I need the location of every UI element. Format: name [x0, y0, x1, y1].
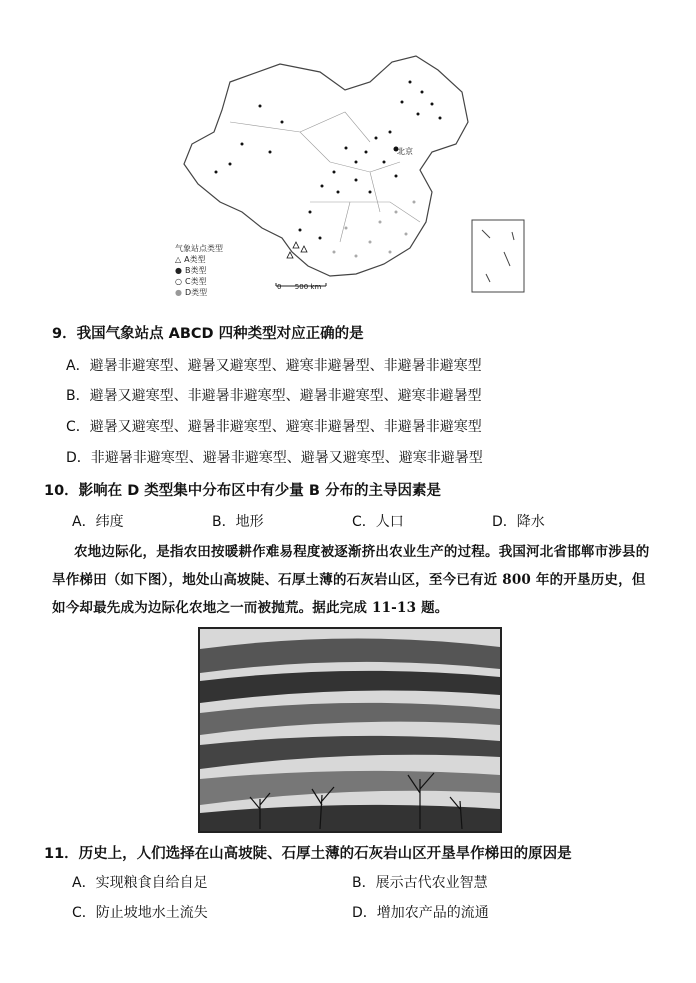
q11-option-d: D．增加农产品的流通: [352, 905, 489, 921]
q11-option-b: B．展示古代农业智慧: [352, 875, 488, 891]
inset-islands: [482, 230, 514, 282]
terrace-drawing: [200, 629, 500, 831]
legend-item-d: ● D类型: [175, 288, 208, 297]
legend-item-b: ● B类型: [175, 266, 207, 275]
gray-dot-icon: ●: [175, 288, 182, 297]
china-weather-station-map: [170, 52, 532, 300]
china-outline: [184, 56, 468, 276]
question-11-title: 11．历史上，人们选择在山高坡陡、石厚土薄的石灰岩山区开垦旱作梯田的原因是: [44, 846, 572, 862]
triangle-icon: △: [175, 255, 182, 264]
q9-option-b: B．避暑又避寒型、非避暑非避寒型、避暑非避寒型、避寒非避暑型: [66, 388, 482, 404]
map-legend: [175, 243, 223, 298]
station-gray-dots: [333, 201, 416, 258]
q11-option-a: A．实现粮食自给自足: [72, 875, 208, 891]
scale-label: 0 500 km: [277, 283, 322, 291]
south-sea-inset: [472, 220, 524, 292]
q10-option-d: D．降水: [492, 514, 545, 530]
q11-option-c: C．防止坡地水土流失: [72, 905, 208, 921]
q9-option-d: D．非避暑非避寒型、避暑非避寒型、避暑又避寒型、避寒非避暑型: [66, 450, 483, 466]
question-9-title: 9．我国气象站点 ABCD 四种类型对应正确的是: [52, 326, 364, 342]
hollow-circle-icon: ○: [175, 277, 182, 286]
q9-option-a: A．避暑非避寒型、避暑又避寒型、避寒非避暑型、非避暑非避寒型: [66, 358, 482, 374]
legend-item-a: △ A类型: [175, 255, 206, 264]
map-drawing: [170, 52, 532, 300]
legend-item-c: ○ C类型: [175, 277, 207, 286]
q10-option-b: B．地形: [212, 514, 264, 530]
question-10-title: 10．影响在 D 类型集中分布区中有少量 B 分布的主导因素是: [44, 483, 441, 499]
q9-option-c: C．避暑又避寒型、避暑非避寒型、避寒非避暑型、非避暑非避寒型: [66, 419, 482, 435]
q10-option-a: A．纬度: [72, 514, 124, 530]
passage-text: 农地边际化，是指农田按暖耕作难易程度被逐渐挤出农业生产的过程。我国河北省邯郸市涉县的旱作梯田（如下图），地处山高坡陡、石厚土薄的石灰岩山区，至今已有近 800 年的开垦历史，但如今却最先成为边际化农地之一而被抛荒。据此完成 11-13 题。: [52, 544, 650, 616]
beijing-label: 北京: [397, 147, 413, 156]
legend-title: 气象站点类型: [175, 244, 223, 253]
q10-option-c: C．人口: [352, 514, 404, 530]
terraced-fields-photo: [198, 627, 502, 833]
province-lines: [230, 112, 420, 242]
filled-circle-icon: ●: [175, 266, 182, 275]
